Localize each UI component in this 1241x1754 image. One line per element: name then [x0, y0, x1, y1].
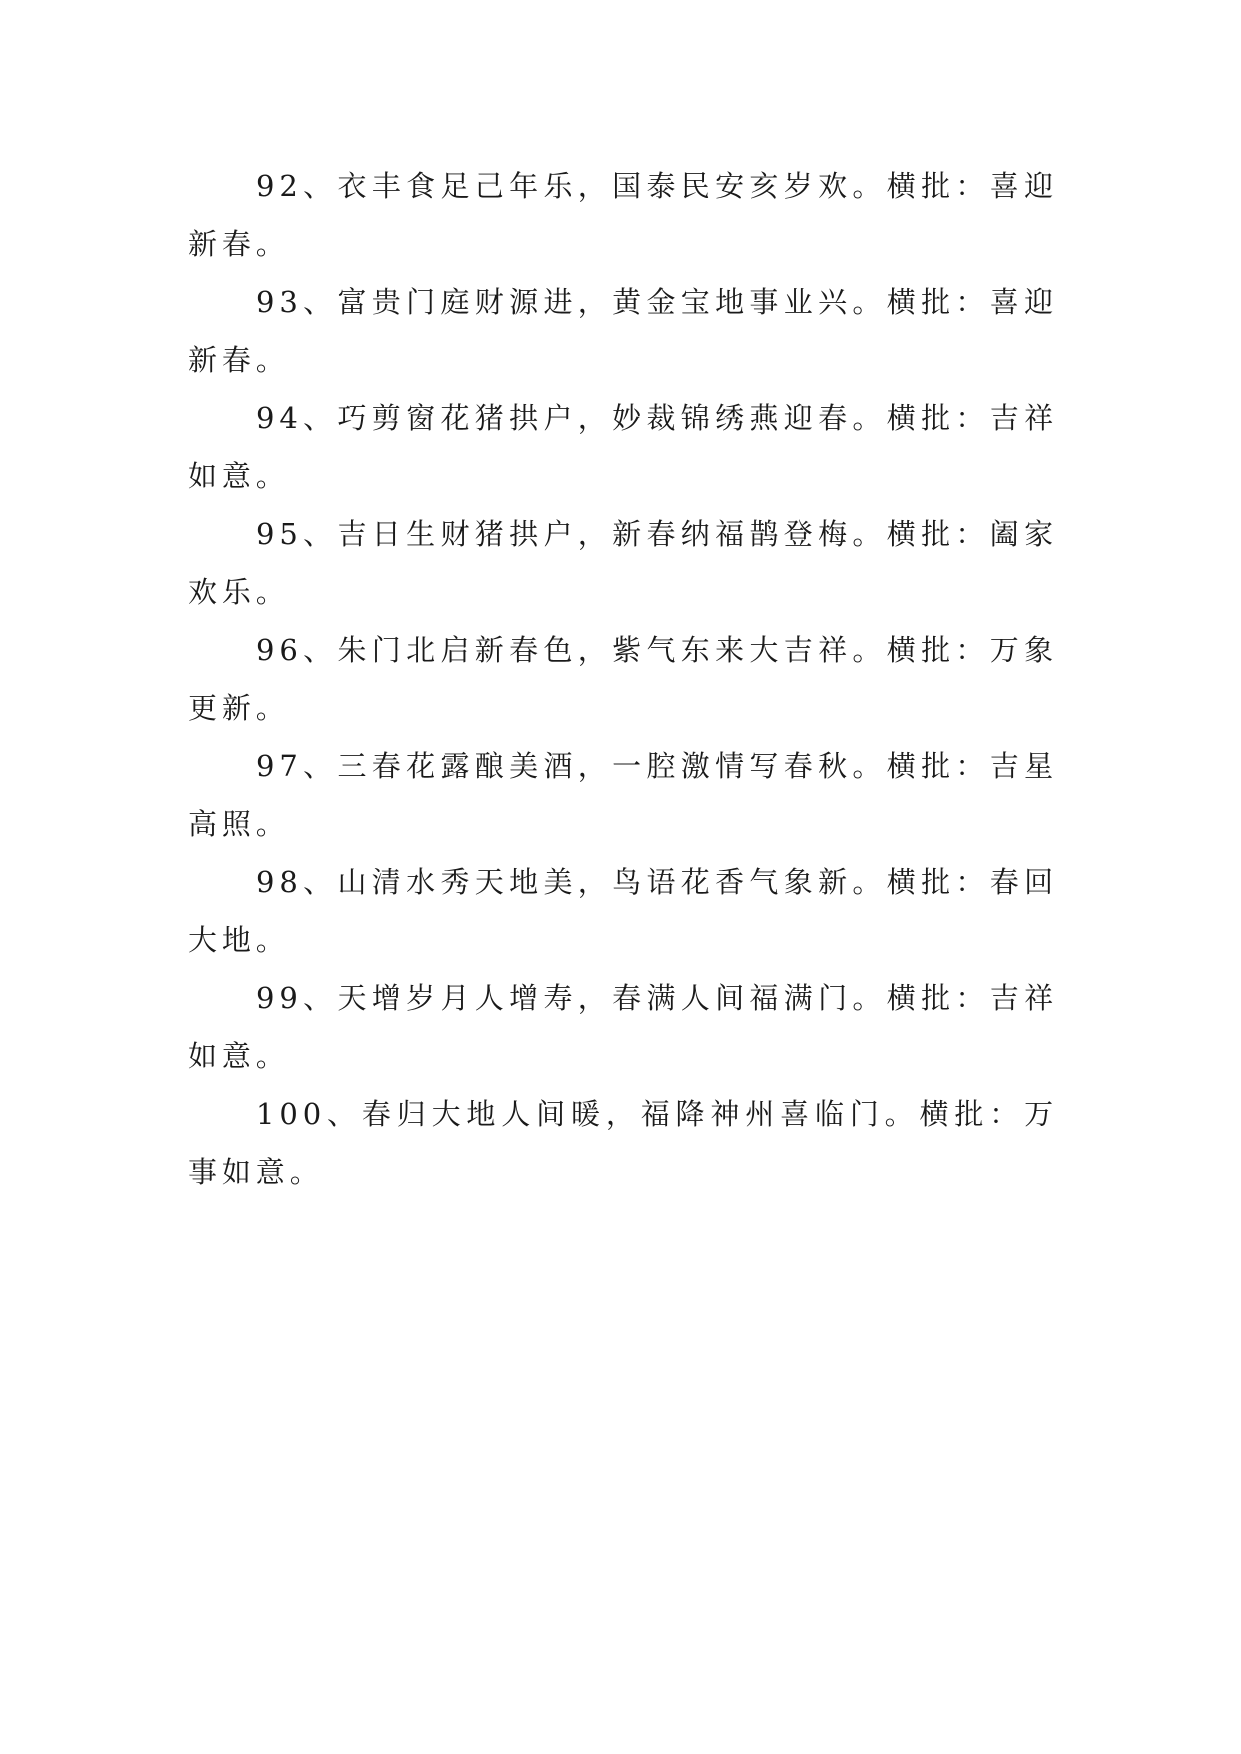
couplet-item-98: 98、山清水秀天地美，鸟语花香气象新。横批：春回大地。	[188, 865, 1058, 957]
couplet-item-92: 92、衣丰食足己年乐，国泰民安亥岁欢。横批：喜迎新春。	[188, 169, 1058, 261]
couplet-item-97: 97、三春花露酿美酒，一腔激情写春秋。横批：吉星高照。	[188, 749, 1058, 841]
couplet-list	[188, 157, 1058, 1201]
couplet-item-100: 100、春归大地人间暖，福降神州喜临门。横批：万事如意。	[188, 1097, 1058, 1189]
couplet-item-99: 99、天增岁月人增寿，春满人间福满门。横批：吉祥如意。	[188, 981, 1058, 1073]
couplet-item-96: 96、朱门北启新春色，紫气东来大吉祥。横批：万象更新。	[188, 633, 1058, 725]
couplet-item-93: 93、富贵门庭财源进，黄金宝地事业兴。横批：喜迎新春。	[188, 285, 1058, 377]
couplet-item-95: 95、吉日生财猪拱户，新春纳福鹊登梅。横批：阖家欢乐。	[188, 517, 1058, 609]
couplet-item-94: 94、巧剪窗花猪拱户，妙裁锦绣燕迎春。横批：吉祥如意。	[188, 401, 1058, 493]
